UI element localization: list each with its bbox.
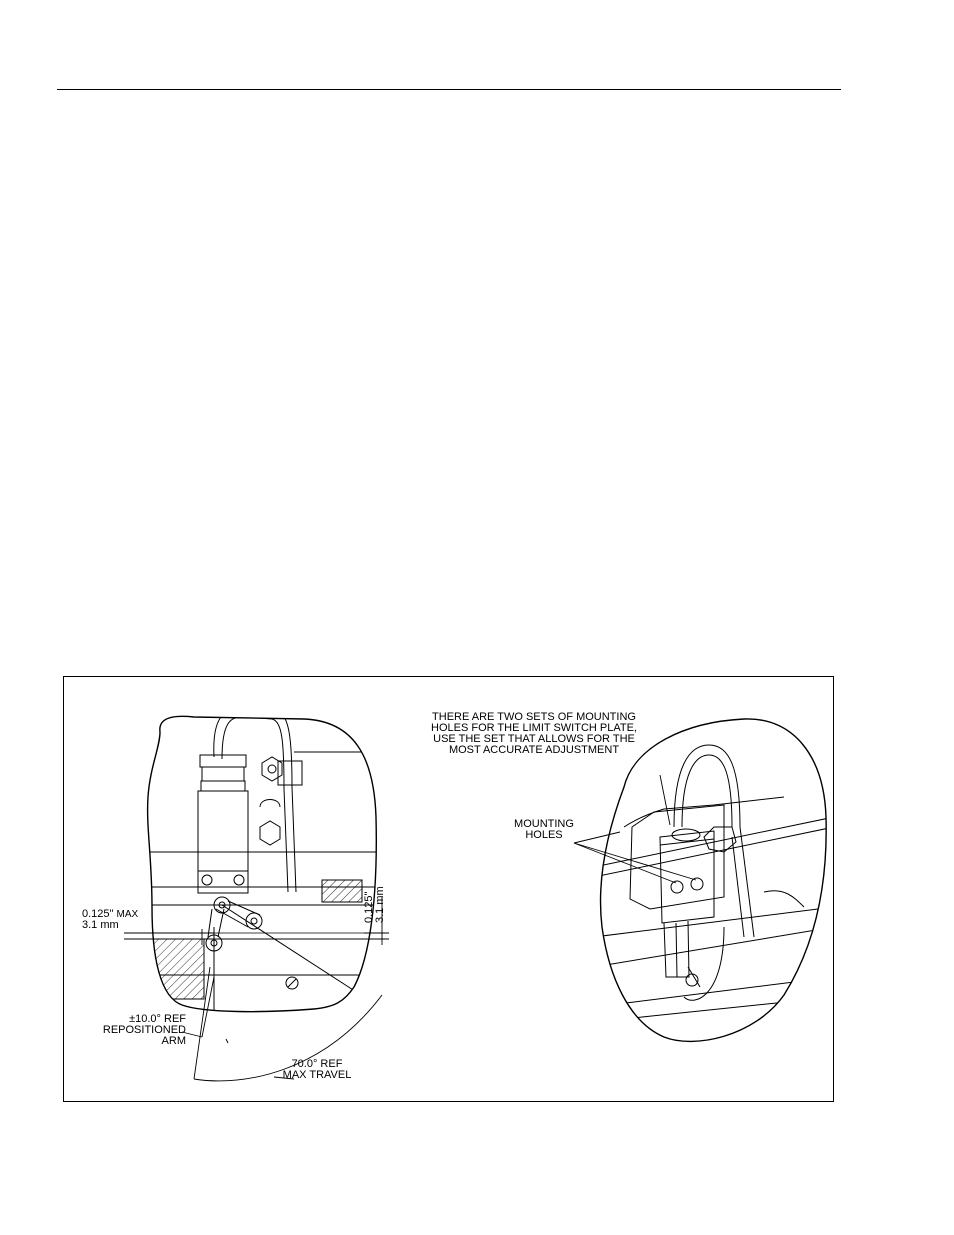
gap-dim-inch: 0.125"	[82, 908, 114, 920]
limit-switch-figure	[63, 676, 834, 1102]
reposition-label	[86, 1014, 186, 1047]
side-dim-mm: 3.1 mm	[374, 886, 386, 923]
side-dim-inch: 0.125"	[363, 891, 375, 923]
reposition-arm: ARM	[161, 1035, 186, 1047]
side-dim-label	[364, 886, 386, 923]
mounting-note-line4: MOST ACCURATE ADJUSTMENT	[448, 744, 620, 756]
gap-dim-max: MAX	[116, 909, 139, 920]
travel-word: MAX TRAVEL	[282, 1069, 352, 1081]
gap-dim-mm: 3.1 mm	[82, 919, 119, 931]
mounting-holes-line2: HOLES	[525, 829, 563, 841]
reposition-word: REPOSITIONED	[102, 1024, 186, 1036]
mounting-note-line2: HOLES FOR THE LIMIT SWITCH PLATE,	[431, 722, 637, 734]
mounting-note	[414, 712, 654, 756]
travel-angle: 70.0° REF	[291, 1058, 343, 1070]
mounting-note-line3: USE THE SET THAT ALLOWS FOR THE	[433, 733, 635, 745]
travel-label	[272, 1059, 362, 1081]
mounting-holes-label	[504, 819, 584, 841]
mounting-holes-line1: MOUNTING	[514, 818, 574, 830]
mounting-note-line1: THERE ARE TWO SETS OF MOUNTING	[432, 711, 636, 723]
right-view-drawing	[574, 719, 834, 1041]
reposition-angle: ±10.0° REF	[129, 1013, 186, 1025]
gap-dim-label	[82, 909, 138, 931]
header-rule	[57, 89, 841, 90]
